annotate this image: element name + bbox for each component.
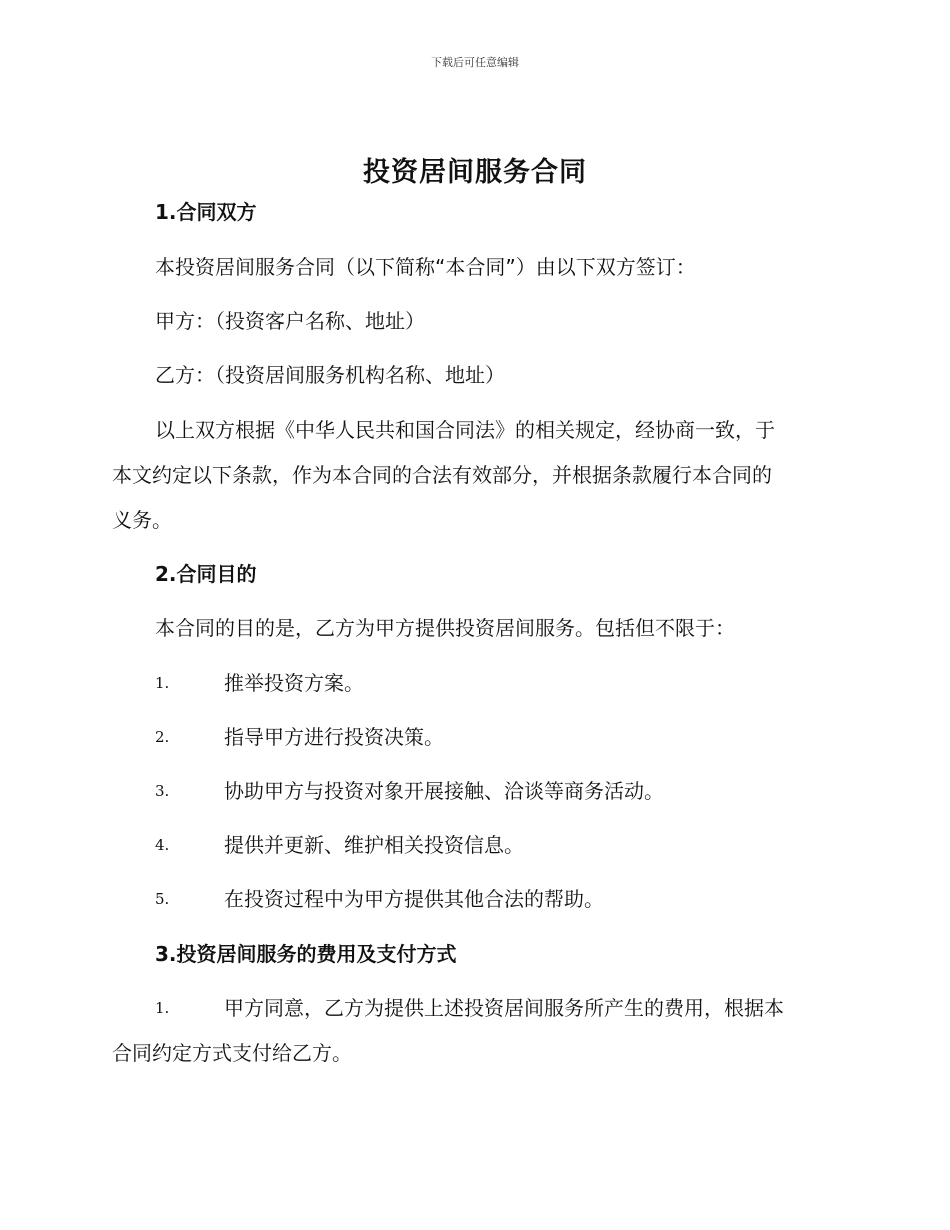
list-item-number: 5. [155,890,170,908]
section-3-item-line-2: 合同约定方式支付给乙方。 [112,1041,352,1065]
list-item-number: 1. [155,674,170,692]
list-item-text: 推举投资方案。 [224,671,364,695]
section-1-paragraph-line-2: 本文约定以下条款，作为本合同的合法有效部分，并根据条款履行本合同的 [112,463,772,487]
list-item-text: 指导甲方进行投资决策。 [224,725,444,749]
list-item-text: 协助甲方与投资对象开展接触、洽谈等商务活动。 [224,779,664,803]
section-1-intro: 本投资居间服务合同（以下简称“本合同”）由以下双方签订： [155,255,696,279]
section-3-heading: 3.投资居间服务的费用及支付方式 [155,942,457,966]
party-b-line: 乙方：（投资居间服务机构名称、地址） [155,363,505,387]
list-item-number: 4. [155,836,170,854]
section-1-paragraph-line-3: 义务。 [112,508,172,532]
list-item-text: 提供并更新、维护相关投资信息。 [224,833,524,857]
section-1-heading: 1.合同双方 [155,200,257,224]
section-3-item-line-1: 甲方同意，乙方为提供上述投资居间服务所产生的费用，根据本 [224,996,784,1020]
section-3-item-number: 1. [155,999,170,1017]
section-2-intro: 本合同的目的是，乙方为甲方提供投资居间服务。包括但不限于： [155,616,735,640]
list-item-number: 2. [155,728,170,746]
document-title: 投资居间服务合同 [363,157,587,188]
list-item-text: 在投资过程中为甲方提供其他合法的帮助。 [224,887,604,911]
party-a-line: 甲方：（投资客户名称、地址） [155,309,425,333]
section-1-paragraph-line-1: 以上双方根据《中华人民共和国合同法》的相关规定，经协商一致，于 [155,418,775,442]
section-2-heading: 2.合同目的 [155,562,257,586]
header-note: 下载后可任意编辑 [431,56,519,69]
list-item-number: 3. [155,782,170,800]
